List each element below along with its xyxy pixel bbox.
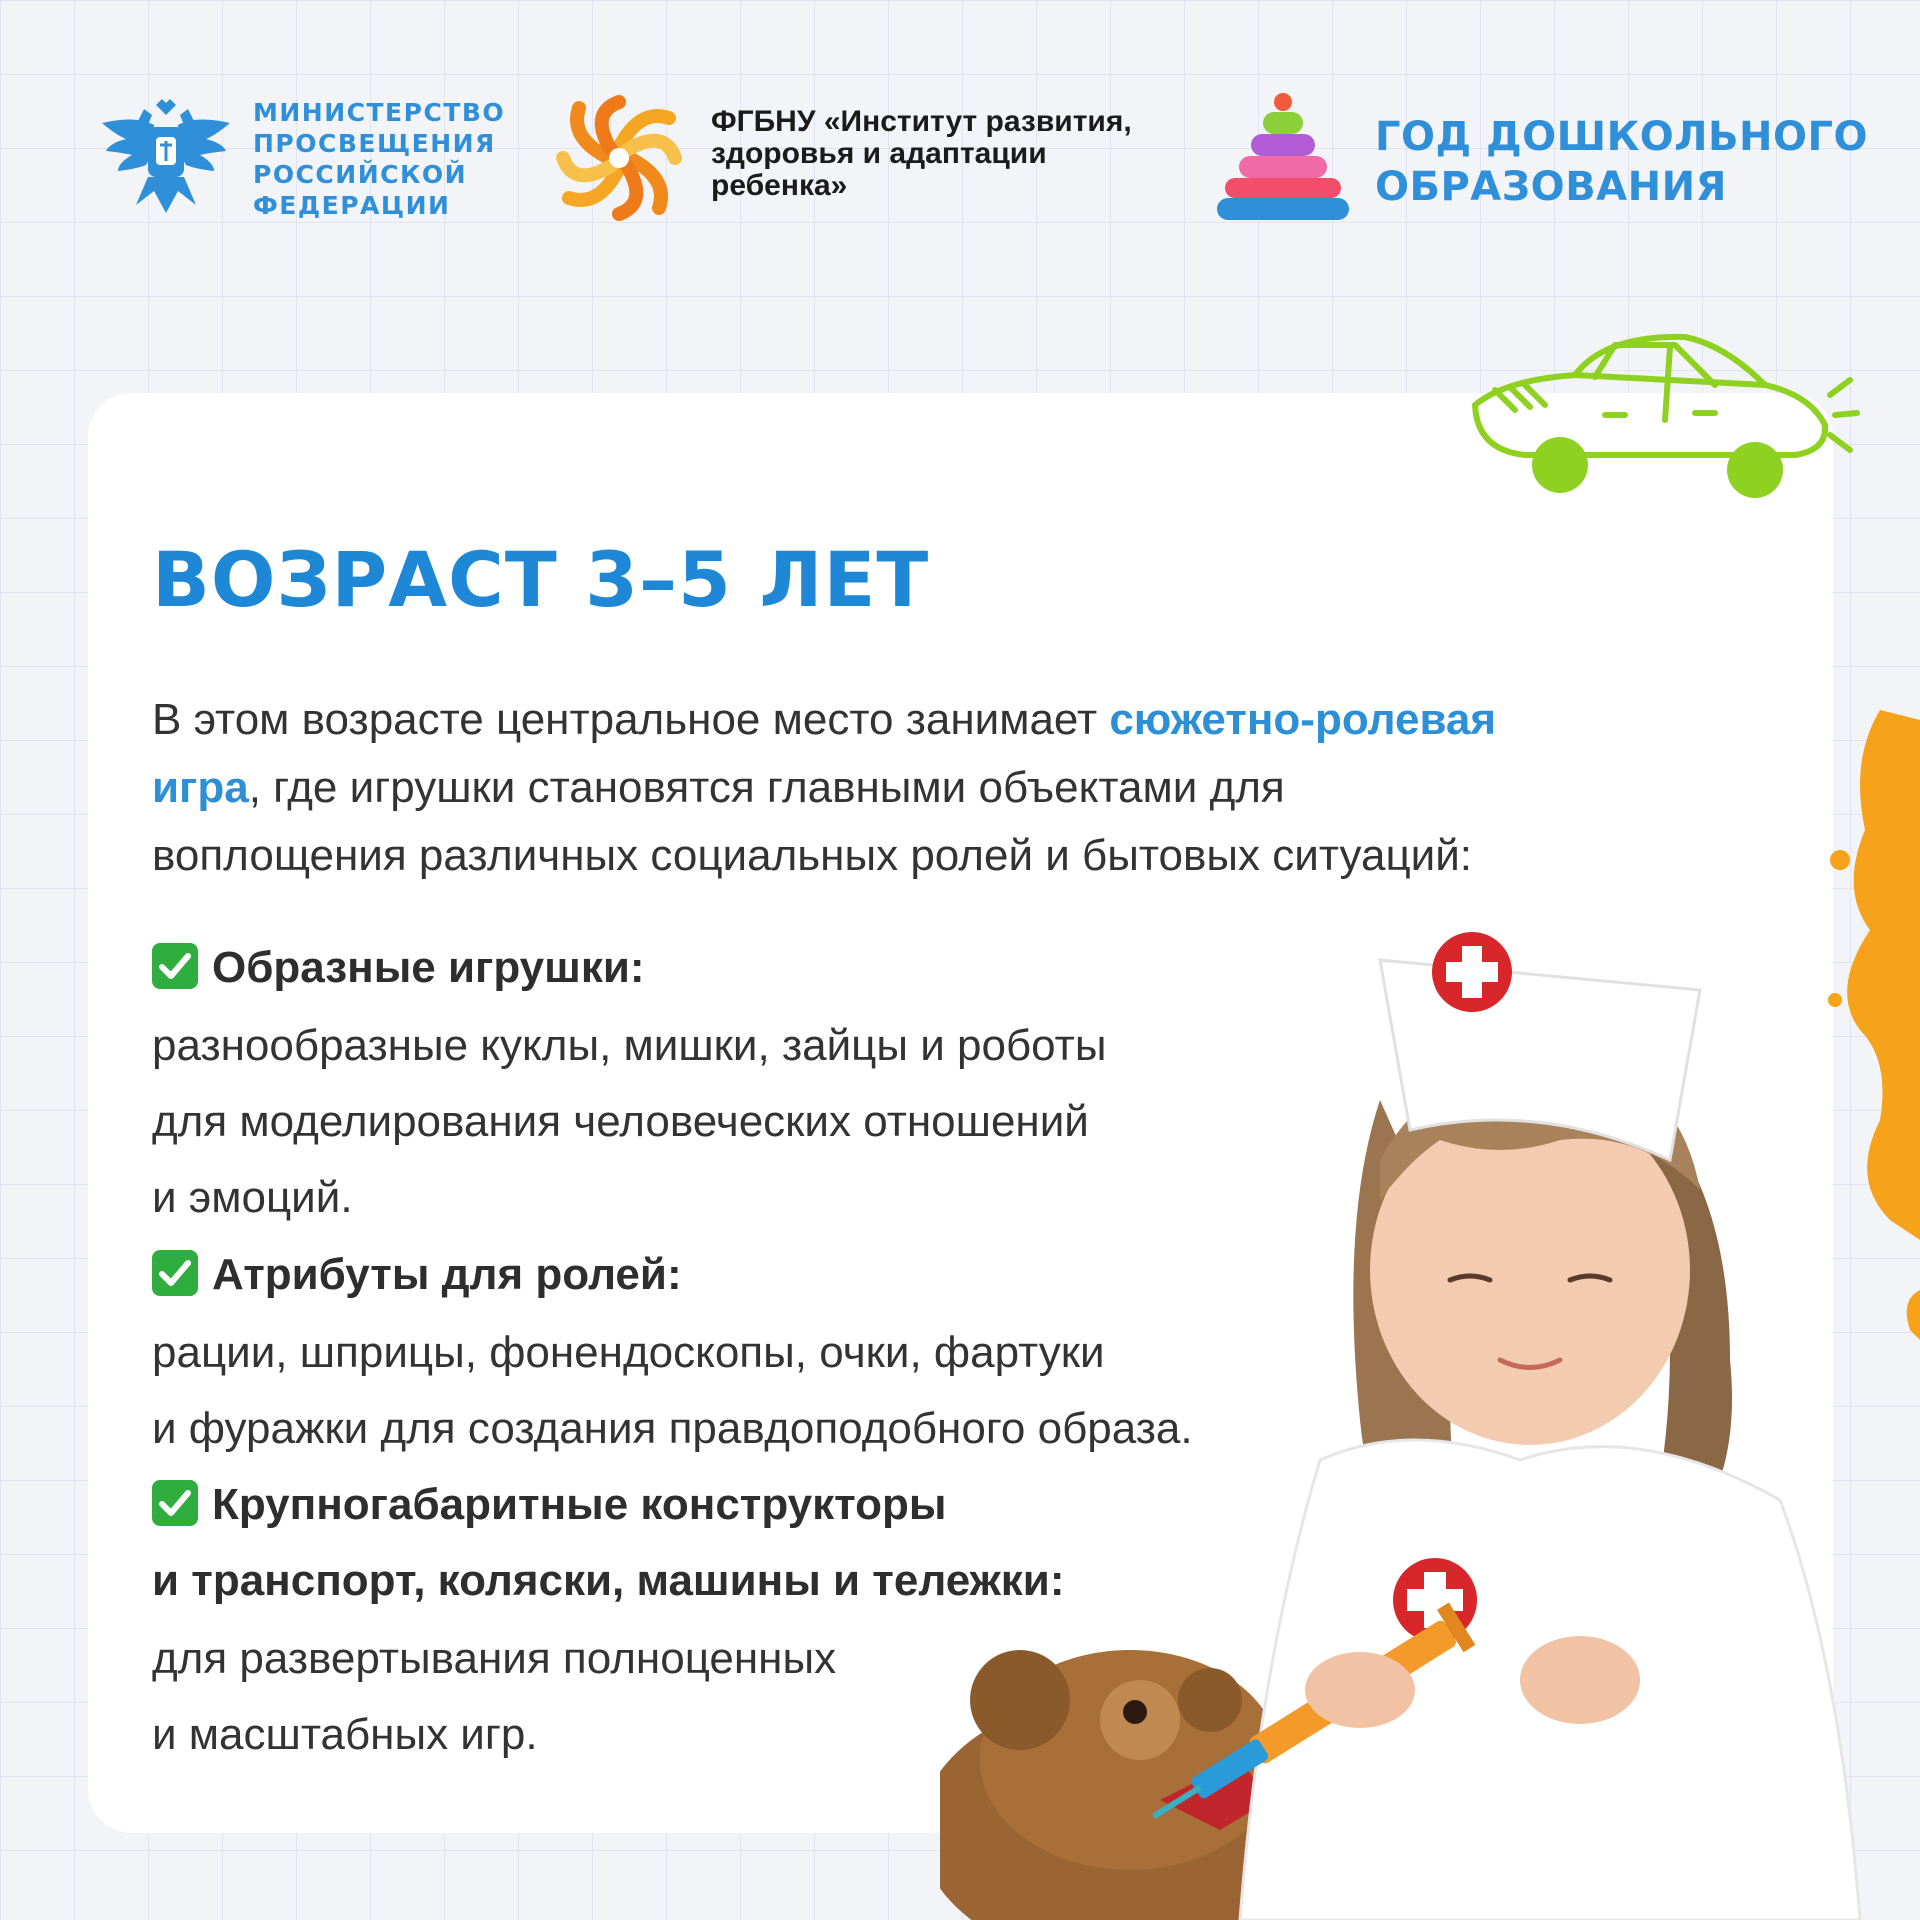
- section-heading-text: Крупногабаритные конструкторы: [212, 1480, 947, 1529]
- section-heading: [152, 1467, 1065, 1619]
- section-body-line: для развертывания полноценных: [152, 1634, 837, 1683]
- section-body-line: разнообразные куклы, мишки, зайцы и роботы: [152, 1021, 1107, 1070]
- section-body-line: рации, шприцы, фонендоскопы, очки, фартуки: [152, 1328, 1105, 1377]
- intro-highlight: игра: [152, 763, 249, 812]
- check-mark-icon: [152, 1480, 198, 1526]
- section-body-line: и фуражки для создания правдоподобного образа.: [152, 1404, 1193, 1453]
- section-heading-text: Атрибуты для ролей:: [212, 1250, 682, 1299]
- ministry-name-line: МИНИСТЕРСТВО: [253, 98, 506, 127]
- section-heading-text: и транспорт, коляски, машины и тележки:: [152, 1556, 1065, 1605]
- institute-name-line: здоровья и адаптации: [711, 137, 1047, 170]
- institute-name-line: ФГБНУ «Институт развития,: [711, 105, 1132, 138]
- intro-text: , где игрушки становятся главными объектами для: [248, 763, 1285, 812]
- intro-paragraph: [152, 686, 1752, 890]
- header: [0, 0, 1920, 300]
- institute-logo: [555, 92, 1195, 232]
- section-heading-text: Образные игрушки:: [212, 943, 645, 992]
- section-body-line: и эмоций.: [152, 1173, 353, 1222]
- eagle-emblem-icon: [96, 95, 236, 225]
- year-title-line: ОБРАЗОВАНИЯ: [1375, 164, 1727, 210]
- section-body-line: для моделирования человеческих отношений: [152, 1097, 1089, 1146]
- car-doodle-icon: [1465, 325, 1860, 525]
- page-title: ВОЗРАСТ 3–5 ЛЕТ: [152, 535, 930, 624]
- section-body: [152, 1621, 836, 1773]
- intro-text: воплощения различных социальных ролей и бытовых ситуаций:: [152, 831, 1473, 880]
- ministry-name-line: РОССИЙСКОЙ: [253, 160, 468, 189]
- check-mark-icon: [152, 943, 198, 989]
- intro-highlight: сюжетно-ролевая: [1109, 695, 1497, 744]
- ministry-logo: [96, 95, 526, 235]
- ministry-name-line: ФЕДЕРАЦИИ: [253, 191, 451, 220]
- intro-text: В этом возрасте центральное место занимает: [152, 695, 1110, 744]
- ministry-name-line: ПРОСВЕЩЕНИЯ: [253, 129, 496, 158]
- section-heading: [152, 930, 645, 1006]
- section-heading: [152, 1237, 682, 1313]
- year-title-line: ГОД ДОШКОЛЬНОГО: [1375, 114, 1868, 160]
- check-mark-icon: [152, 1250, 198, 1296]
- girl-nurse-photo: [940, 900, 1920, 1920]
- institute-name-line: ребенка»: [711, 169, 848, 202]
- section-body-line: и масштабных игр.: [152, 1710, 538, 1759]
- swirl-flower-icon: [555, 92, 683, 224]
- ring-pyramid-icon: [1215, 92, 1351, 224]
- year-logo: [1215, 92, 1868, 232]
